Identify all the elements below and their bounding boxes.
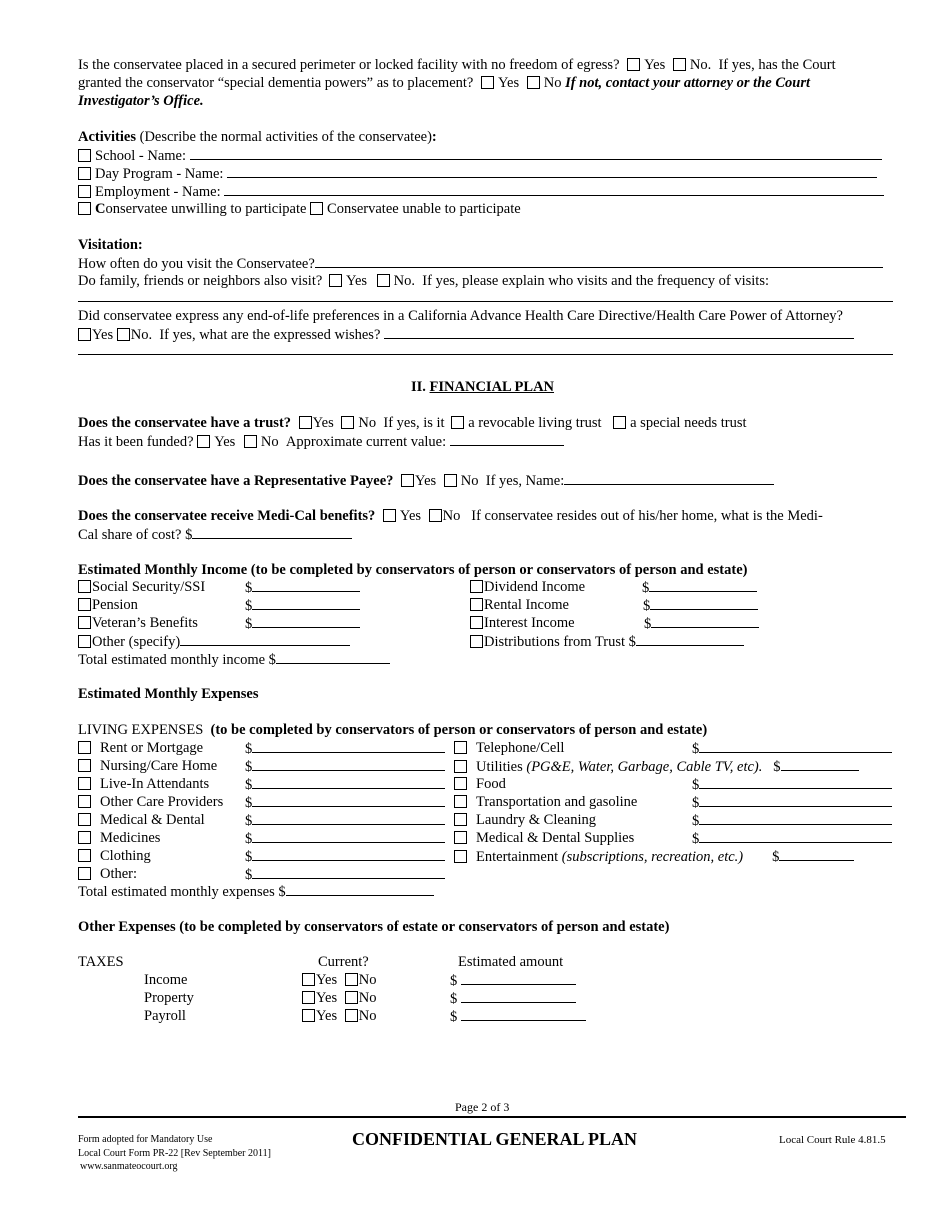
family-visit-explain-line <box>78 288 893 307</box>
expense-field-telephone-cell[interactable] <box>699 739 892 753</box>
expense-field-entertainment[interactable] <box>779 847 854 861</box>
visitation-heading: Visitation: <box>78 237 143 253</box>
income-social-security: Social Security/SSI <box>78 578 205 596</box>
activity-participation: Conservatee unwilling to participate Conservatee unable to participate <box>78 200 521 218</box>
expenses-heading: Estimated Monthly Expenses <box>78 686 259 702</box>
form-title: CONFIDENTIAL GENERAL PLAN <box>352 1129 638 1149</box>
dementia-no-checkbox[interactable] <box>527 76 540 89</box>
pension-amount: $ <box>245 596 360 615</box>
income-dividend: Dividend Income <box>470 578 585 596</box>
expense-row-food: Food <box>454 775 506 793</box>
eol-no-checkbox[interactable] <box>117 328 130 341</box>
income-total-field[interactable] <box>276 650 390 664</box>
tax-income-amount-field[interactable] <box>461 971 576 985</box>
expense-row-utilities: Utilities (PG&E, Water, Garbage, Cable TV, etc). $ <box>454 757 859 776</box>
tax-label-property: Property <box>144 990 194 1006</box>
funded-no-checkbox[interactable] <box>244 435 257 448</box>
egress-yes-checkbox[interactable] <box>627 58 640 71</box>
expense-amount-transportation-and-gasoline: $ <box>692 793 892 812</box>
expense-amount-laundry-cleaning: $ <box>692 811 892 830</box>
employment-checkbox[interactable] <box>78 185 91 198</box>
dividend-checkbox[interactable] <box>470 580 483 593</box>
family-visit-no-checkbox[interactable] <box>377 274 390 287</box>
social-security-field[interactable] <box>252 578 360 592</box>
tax-current-property: Yes No <box>302 989 376 1007</box>
expense-checkbox-nursing-care-home[interactable] <box>78 759 91 772</box>
expense-row-other: Other: <box>78 865 137 883</box>
medi-cal-yes-checkbox[interactable] <box>383 509 396 522</box>
income-veterans: Veteran’s Benefits <box>78 614 198 632</box>
medi-cal-cost-field[interactable] <box>192 525 352 539</box>
interest-amount: $ <box>644 614 759 633</box>
tax-property-no-checkbox[interactable] <box>345 991 358 1004</box>
eol-wishes-field[interactable] <box>384 325 854 339</box>
visit-frequency-field[interactable] <box>315 254 883 268</box>
expense-amount-other-care-providers: $ <box>245 793 445 812</box>
eol-yes-checkbox[interactable] <box>78 328 91 341</box>
payee-yes-checkbox[interactable] <box>401 474 414 487</box>
trust-distributions-checkbox[interactable] <box>470 635 483 648</box>
expense-field-medical-dental[interactable] <box>252 811 445 825</box>
trust-yes-checkbox[interactable] <box>299 416 312 429</box>
tax-payroll-amount-field[interactable] <box>461 1007 586 1021</box>
expense-amount-food: $ <box>692 775 892 794</box>
employment-name-field[interactable] <box>224 182 884 196</box>
expense-checkbox-medical-dental[interactable] <box>78 813 91 826</box>
expense-field-live-in-attendants[interactable] <box>252 775 445 789</box>
taxes-label: TAXES <box>78 954 124 970</box>
income-total: Total estimated monthly income $ <box>78 650 390 669</box>
expense-field-clothing[interactable] <box>252 847 445 861</box>
expense-row-entertainment: Entertainment (subscriptions, recreation, etc.) $ <box>454 847 854 866</box>
family-visit-yes-checkbox[interactable] <box>329 274 342 287</box>
activity-school: School - Name: <box>78 146 882 165</box>
expense-checkbox-medicines[interactable] <box>78 831 91 844</box>
egress-line-2: granted the conservator “special dementia powers” as to placement? Yes No If not, contact your attorney or the Court <box>78 75 810 91</box>
interest-checkbox[interactable] <box>470 616 483 629</box>
revocable-trust-checkbox[interactable] <box>451 416 464 429</box>
income-trust-distributions: Distributions from Trust $ <box>470 632 744 651</box>
other-income-checkbox[interactable] <box>78 635 91 648</box>
dementia-yes-checkbox[interactable] <box>481 76 494 89</box>
social-security-amount: $ <box>245 578 360 597</box>
expense-checkbox-clothing[interactable] <box>78 849 91 862</box>
tax-amount-income: $ <box>450 971 576 990</box>
income-pension: Pension <box>78 596 138 614</box>
expense-amount-medical-dental-supplies: $ <box>692 829 892 848</box>
income-heading: Estimated Monthly Income (to be completed by conservators of person or conservators of person and estate) <box>78 562 748 578</box>
egress-line-1: Is the conservatee placed in a secured perimeter or locked facility with no freedom of egress? Yes No. If yes, has the Court <box>78 57 836 73</box>
expense-amount-rent-or-mortgage: $ <box>245 739 445 758</box>
special-needs-trust-checkbox[interactable] <box>613 416 626 429</box>
tax-current-income: Yes No <box>302 971 376 989</box>
expenses-total: Total estimated monthly expenses $ <box>78 882 434 901</box>
expense-field-rent-or-mortgage[interactable] <box>252 739 445 753</box>
estimated-header: Estimated amount <box>458 954 564 970</box>
expense-amount-medicines: $ <box>245 829 445 848</box>
expense-row-clothing: Clothing <box>78 847 151 865</box>
expense-amount-other: $ <box>245 865 445 884</box>
activity-day-program: Day Program - Name: <box>78 164 877 183</box>
veterans-amount: $ <box>245 614 360 633</box>
income-other: Other (specify) <box>78 632 350 651</box>
payee-question: Does the conservatee have a Representative Payee? Yes No If yes, Name: <box>78 471 774 490</box>
income-rental: Rental Income <box>470 596 569 614</box>
expense-checkbox-food[interactable] <box>454 777 467 790</box>
expense-amount-live-in-attendants: $ <box>245 775 445 794</box>
activity-employment: Employment - Name: <box>78 182 884 201</box>
rental-field[interactable] <box>650 596 758 610</box>
expense-checkbox-medical-dental-supplies[interactable] <box>454 831 467 844</box>
dividend-amount: $ <box>642 578 757 597</box>
expense-checkbox-telephone-cell[interactable] <box>454 741 467 754</box>
tax-label-income: Income <box>144 972 188 988</box>
family-visit: Do family, friends or neighbors also visit? Yes No. If yes, please explain who visits and the frequency of visits: <box>78 273 769 289</box>
expense-field-utilities[interactable] <box>781 757 859 771</box>
expense-amount-telephone-cell: $ <box>692 739 892 758</box>
expense-field-food[interactable] <box>699 775 892 789</box>
expense-checkbox-utilities[interactable] <box>454 760 467 773</box>
expense-field-laundry-cleaning[interactable] <box>699 811 892 825</box>
expense-row-nursing-care-home: Nursing/Care Home <box>78 757 217 775</box>
expense-row-other-care-providers: Other Care Providers <box>78 793 223 811</box>
tax-property-amount-field[interactable] <box>461 989 576 1003</box>
living-expenses-heading: LIVING EXPENSES (to be completed by conservators of person or conservators of person and estate) <box>78 722 708 738</box>
expenses-total-field[interactable] <box>286 882 434 896</box>
eol-question: Did conservatee express any end-of-life preferences in a California Advance Health Care Directive/Health Care Power of Attorney? <box>78 308 843 324</box>
eol-wishes-line-2 <box>78 341 893 360</box>
veterans-checkbox[interactable] <box>78 616 91 629</box>
expense-checkbox-other-care-providers[interactable] <box>78 795 91 808</box>
court-website: www.sanmateocourt.org <box>80 1161 178 1172</box>
page-number: Page 2 of 3 <box>455 1100 510 1114</box>
unwilling-checkbox[interactable] <box>78 202 91 215</box>
expense-row-transportation-and-gasoline: Transportation and gasoline <box>454 793 637 811</box>
trust-question: Does the conservatee have a trust? Yes No If yes, is it a revocable living trust a special needs trust <box>78 415 747 431</box>
expense-row-live-in-attendants: Live-In Attendants <box>78 775 209 793</box>
expense-row-medicines: Medicines <box>78 829 160 847</box>
tax-income-yes-checkbox[interactable] <box>302 973 315 986</box>
visit-frequency: How often do you visit the Conservatee? <box>78 254 883 273</box>
dividend-field[interactable] <box>649 578 757 592</box>
pension-checkbox[interactable] <box>78 598 91 611</box>
tax-amount-payroll: $ <box>450 1007 586 1026</box>
payee-no-checkbox[interactable] <box>444 474 457 487</box>
funded-yes-checkbox[interactable] <box>197 435 210 448</box>
footer-divider <box>78 1116 906 1118</box>
trust-funded: Has it been funded? Yes No Approximate current value: <box>78 432 564 451</box>
pension-field[interactable] <box>252 596 360 610</box>
unable-checkbox[interactable] <box>310 202 323 215</box>
day-program-checkbox[interactable] <box>78 167 91 180</box>
expense-checkbox-entertainment[interactable] <box>454 850 467 863</box>
financial-plan-title: II. FINANCIAL PLAN <box>411 379 555 395</box>
expense-row-laundry-cleaning: Laundry & Cleaning <box>454 811 596 829</box>
egress-contact-line: Investigator’s Office. <box>78 93 204 109</box>
expense-checkbox-transportation-and-gasoline[interactable] <box>454 795 467 808</box>
day-program-name-field[interactable] <box>227 164 877 178</box>
expense-amount-medical-dental: $ <box>245 811 445 830</box>
tax-label-payroll: Payroll <box>144 1008 186 1024</box>
school-name-field[interactable] <box>190 146 882 160</box>
tax-amount-property: $ <box>450 989 576 1008</box>
expense-checkbox-laundry-cleaning[interactable] <box>454 813 467 826</box>
activities-heading: Activities (Describe the normal activities of the conservatee): <box>78 129 437 145</box>
tax-property-yes-checkbox[interactable] <box>302 991 315 1004</box>
rental-amount: $ <box>643 596 758 615</box>
income-interest: Interest Income <box>470 614 575 632</box>
expense-field-other-care-providers[interactable] <box>252 793 445 807</box>
tax-payroll-no-checkbox[interactable] <box>345 1009 358 1022</box>
expense-row-medical-dental-supplies: Medical & Dental Supplies <box>454 829 634 847</box>
tax-payroll-yes-checkbox[interactable] <box>302 1009 315 1022</box>
expense-amount-nursing-care-home: $ <box>245 757 445 776</box>
tax-current-payroll: Yes No <box>302 1007 376 1025</box>
eol-wishes-field-2[interactable] <box>78 341 893 355</box>
family-visit-explain-field[interactable] <box>78 288 893 302</box>
medi-cal-question: Does the conservatee receive Medi-Cal benefits? Yes No If conservatee resides out of his/her home, what is the Medi- <box>78 508 823 524</box>
trust-value-field[interactable] <box>450 432 564 446</box>
egress-no-checkbox[interactable] <box>673 58 686 71</box>
social-security-checkbox[interactable] <box>78 580 91 593</box>
expense-field-transportation-and-gasoline[interactable] <box>699 793 892 807</box>
expense-field-nursing-care-home[interactable] <box>252 757 445 771</box>
expense-field-other[interactable] <box>252 865 445 879</box>
payee-name-field[interactable] <box>564 471 774 485</box>
eol-answer: Yes No. If yes, what are the expressed wishes? <box>78 325 854 344</box>
other-expenses-heading: Other Expenses (to be completed by conservators of estate or conservators of person and estate) <box>78 919 670 935</box>
medi-cal-cost: Cal share of cost? $ <box>78 525 352 544</box>
expense-field-medical-dental-supplies[interactable] <box>699 829 892 843</box>
form-number: Local Court Form PR-22 [Rev September 2011] <box>78 1148 271 1159</box>
expense-amount-clothing: $ <box>245 847 445 866</box>
expense-checkbox-rent-or-mortgage[interactable] <box>78 741 91 754</box>
expense-checkbox-live-in-attendants[interactable] <box>78 777 91 790</box>
expense-field-medicines[interactable] <box>252 829 445 843</box>
school-checkbox[interactable] <box>78 149 91 162</box>
expense-checkbox-other[interactable] <box>78 867 91 880</box>
form-adopted: Form adopted for Mandatory Use <box>78 1134 213 1145</box>
trust-no-checkbox[interactable] <box>341 416 354 429</box>
trust-distributions-field[interactable] <box>636 632 744 646</box>
current-header: Current? <box>318 954 369 970</box>
expense-row-rent-or-mortgage: Rent or Mortgage <box>78 739 203 757</box>
interest-field[interactable] <box>651 614 759 628</box>
court-rule: Local Court Rule 4.81.5 <box>779 1134 886 1146</box>
rental-checkbox[interactable] <box>470 598 483 611</box>
tax-income-no-checkbox[interactable] <box>345 973 358 986</box>
expense-row-medical-dental: Medical & Dental <box>78 811 205 829</box>
other-income-field[interactable] <box>180 632 350 646</box>
medi-cal-no-checkbox[interactable] <box>429 509 442 522</box>
veterans-field[interactable] <box>252 614 360 628</box>
expense-row-telephone-cell: Telephone/Cell <box>454 739 564 757</box>
